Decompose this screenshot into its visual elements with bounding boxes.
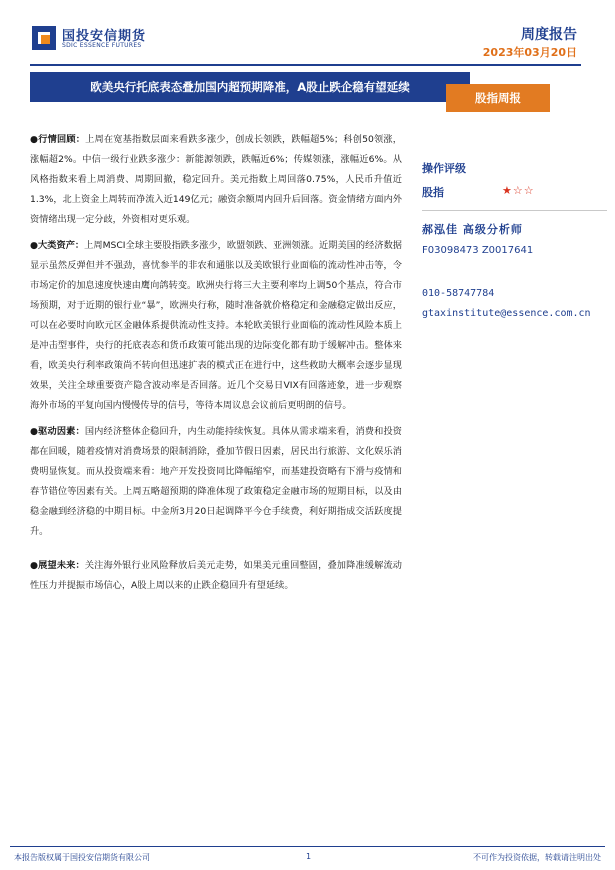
- rating-label: 股指: [422, 186, 444, 199]
- footer-copyright: 本报告版权属于国投安信期货有限公司: [14, 853, 150, 862]
- report-body: [30, 130, 402, 596]
- footer-divider: [10, 846, 605, 847]
- header-divider: [30, 64, 581, 66]
- rating-row: [422, 184, 607, 200]
- paragraph-drivers: ●驱动因素：国内经济整体企稳回升，内生动能持续恢复。具体从需求端来看，消费和投资都在回暖，随着疫情对消费场景的限制消除，叠加节假日因素，居民出行旅游、文化娱乐消费明显恢复。而从投资端来看：地产开发投资同比降幅缩窄，而基建投资略有下滑与疫情和春节错位等因素有关。上周五略超预期的降准体现了政策稳定金融市场的短期目标，以及由稳金融到经济稳的中期目标。中金所3月20日起调降平今仓手续费，利好期指成交活跃度提升。: [30, 426, 402, 537]
- rating-title: 操作评级: [422, 162, 466, 175]
- footer-disclaimer: 不可作为投资依据，转载请注明出处: [473, 853, 601, 862]
- paragraph-outlook: ●展望未来：关注海外银行业风险释放后美元走势，如果美元重回整固，叠加降准缓解流动性压力并提振市场信心，A股上周以来的止跌企稳回升有望延续。: [30, 560, 402, 591]
- analyst-cert: F03098473 Z0017641: [422, 245, 534, 256]
- sidebar-divider: [422, 210, 607, 211]
- company-logo: [32, 24, 192, 54]
- contact-email[interactable]: gtaxinstitute@essence.com.cn: [422, 308, 591, 319]
- rating-stars: ★☆☆: [502, 184, 535, 197]
- logo-en-text: SDIC ESSENCE FUTURES: [62, 42, 142, 49]
- report-type: 周度报告: [521, 27, 577, 43]
- logo-mark-icon: [32, 26, 56, 50]
- paragraph-asset-classes: ●大类资产：上周MSCI全球主要股指跌多涨少，欧盟领跌、亚洲领涨。近期美国的经济数据显示虽然反弹但并不强劲，喜忧参半的非农和通胀以及美欧银行业面临的流动性冲击等，令市场定价的加息速度快速由鹰向鸽转变。欧洲央行将三大主要利率均上调50个基点，符合市场预期，对于近期的银行业“暴”，欧洲央行称，随时准备就价格稳定和金融稳定做出反应，可以在必要时向欧元区金融体系提供流动性支持。本轮欧美银行业面临的流动性风险本质上是冲击型事件，央行的托底表态和货币政策可能出现的边际变化都有助于缓解冲击。整体来看，欧美央行利率政策尚不转向但迅速扩表的模式正在进行中，这些救助大概率会逐步显现效果，关注全球重要资产隐含波动率是否回落。近几个交易日VIX有回落迹象，进一步观察海外市场的平复向国内慢慢传导的信号，等待本周议息会议前后更明朗的信号。: [30, 240, 402, 411]
- sidebar: [422, 160, 607, 319]
- paragraph-market-review: ●行情回顾：上周在宽基指数层面来看跌多涨少，创成长领跌，跌幅超5%；科创50领涨，涨幅超2%。中信一级行业跌多涨少：新能源领跌，跌幅近6%；传媒领涨，涨幅近6%。从风格指数来看上周消费、周期回撤，稳定回升。美元指数上周回落0.75%，人民币升值近1.3%，北上资金上周转而净流入近149亿元；融资余额周内回升后回落。资金情绪方面内外资情绪出现一定分歧，外资相对更乐观。: [30, 134, 402, 225]
- logo-cn-text: 国投安信期货: [62, 29, 147, 44]
- page-number: 1: [306, 852, 312, 861]
- section-tag: 股指周报: [446, 84, 550, 112]
- analyst-name: 郝泓佳 高级分析师: [422, 223, 523, 236]
- report-date: 2023年03月20日: [482, 46, 577, 59]
- report-title: 欧美央行托底表态叠加国内超预期降准，A股止跌企稳有望延续: [30, 72, 470, 102]
- contact-phone: 010-58747784: [422, 288, 495, 299]
